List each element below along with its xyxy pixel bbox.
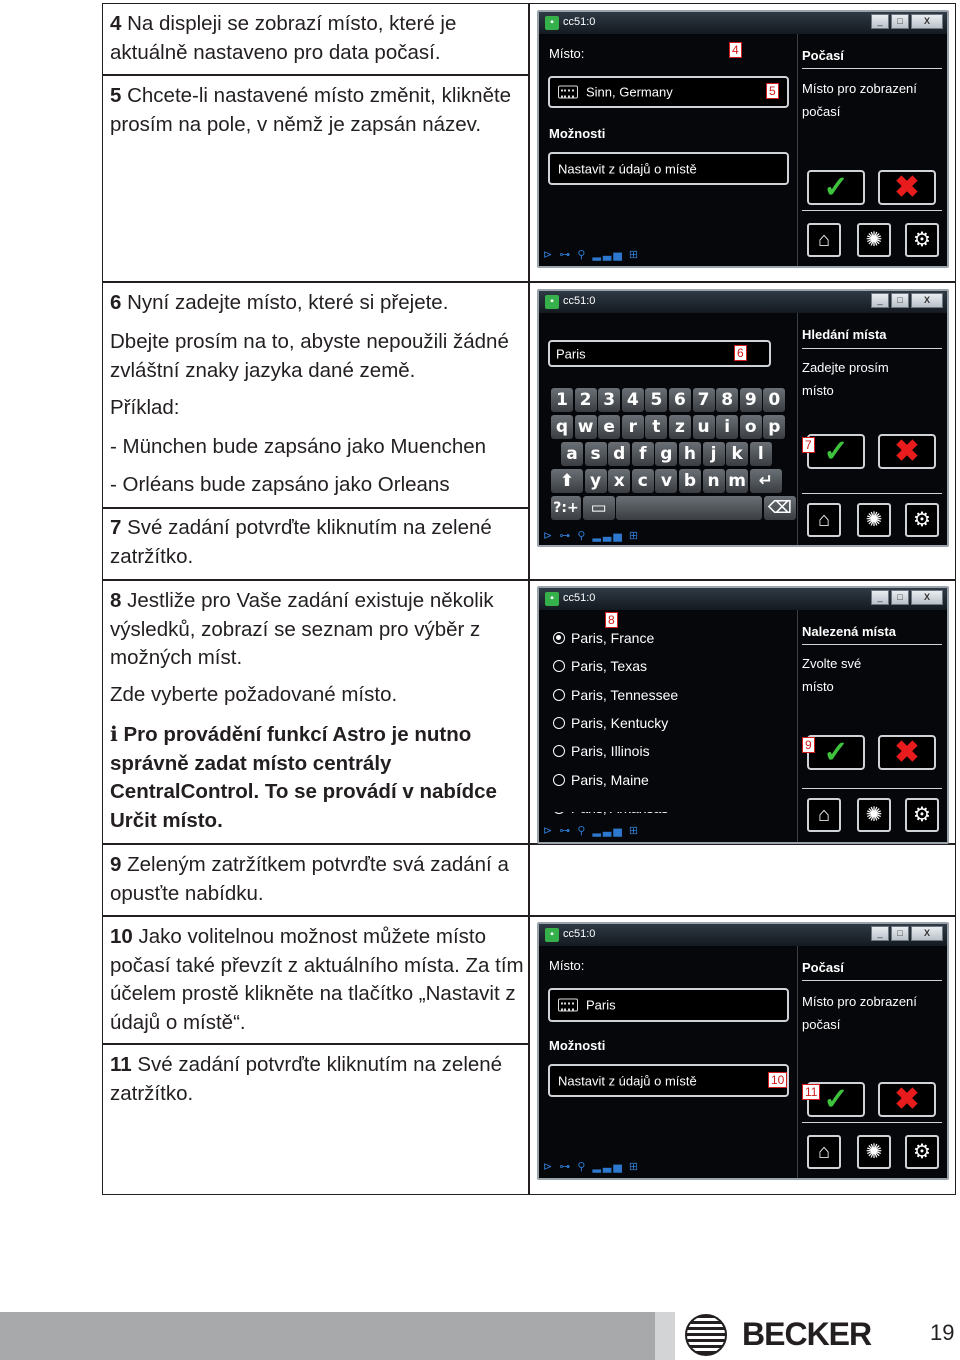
column-divider	[528, 3, 530, 1195]
panel-text: Místo pro zobrazení počasí	[802, 81, 917, 119]
panel-divider	[802, 788, 942, 789]
result-option[interactable]	[553, 681, 678, 709]
maximize-button[interactable]: □	[891, 14, 909, 29]
panel-divider	[802, 68, 942, 69]
window-titlebar	[539, 588, 947, 610]
radio-button[interactable]	[553, 774, 565, 786]
key[interactable]: q	[551, 415, 573, 439]
home-button[interactable]: ⌂	[807, 1135, 841, 1169]
fan-button[interactable]: ✺	[857, 223, 891, 257]
checkmark-icon: ✓	[823, 435, 849, 468]
panel-divider	[802, 980, 942, 981]
status-bar: ⊳ ⊶ ⚲ ▂▃▅ ⊞	[543, 249, 641, 261]
screen-place-search	[537, 289, 949, 547]
step-11-text: 11 Své zadání potvrďte kliknutím na zelené zatržítko.	[110, 1053, 503, 1105]
panel-divider	[802, 1122, 942, 1123]
home-button[interactable]: ⌂	[807, 223, 841, 257]
key[interactable]: m	[726, 469, 748, 493]
key[interactable]: y	[585, 469, 607, 493]
minimize-button[interactable]: _	[871, 14, 889, 29]
cross-icon: ✖	[894, 1083, 920, 1116]
keyboard-row	[551, 415, 797, 442]
window-titlebar	[539, 291, 947, 313]
settings-button[interactable]: ⚙	[905, 223, 939, 257]
key[interactable]: b	[679, 469, 701, 493]
confirm-button[interactable]	[807, 735, 865, 770]
symbols-key[interactable]: ?:+	[551, 496, 581, 520]
key[interactable]: d	[608, 442, 630, 466]
window-title: cc51:0	[563, 928, 596, 940]
app-icon: ▪	[545, 16, 559, 30]
app-icon: ▪	[545, 592, 559, 606]
panel-title: Počasí	[802, 48, 844, 63]
cancel-button[interactable]	[878, 170, 936, 205]
options-label: Možnosti	[549, 126, 606, 141]
row-divider	[102, 74, 529, 76]
panel-divider	[802, 210, 942, 211]
fan-button[interactable]: ✺	[857, 503, 891, 537]
row-divider	[102, 507, 529, 509]
list-fade	[539, 800, 789, 812]
info-note: i Pro provádění funkcí Astro je nutno správně zadat místo centrály CentralControl. To se provádí v nabídce Určit místo.	[110, 722, 497, 832]
key[interactable]: e	[598, 415, 620, 439]
brand-logo: BECKER	[742, 1316, 872, 1352]
key[interactable]: 0	[763, 388, 785, 412]
panel-divider	[802, 493, 942, 494]
panel-title: Hledání místa	[802, 327, 887, 342]
status-bar: ⊳ ⊶ ⚲ ▂▃▅ ⊞	[543, 1161, 641, 1173]
close-button[interactable]: X	[911, 590, 943, 605]
place-label: Místo:	[549, 958, 585, 973]
screen-weather-settings	[537, 10, 949, 268]
step-6-example-1: - München bude zapsáno jako Muenchen	[110, 435, 487, 458]
radio-button[interactable]	[553, 660, 565, 672]
step-9-text: 9 Zeleným zatržítkem potvrďte svá zadání a opusťte nabídku.	[110, 853, 509, 905]
key[interactable]: w	[575, 415, 597, 439]
key[interactable]: 2	[575, 388, 597, 412]
key[interactable]: j	[703, 442, 725, 466]
result-label: Paris, Texas	[571, 658, 647, 675]
key[interactable]: 4	[622, 388, 644, 412]
page-number: 19	[930, 1320, 955, 1345]
key[interactable]: n	[703, 469, 725, 493]
key[interactable]: u	[693, 415, 715, 439]
cross-icon: ✖	[894, 736, 920, 769]
checkmark-icon: ✓	[823, 171, 849, 204]
key[interactable]: ⬆	[551, 469, 583, 493]
fan-button[interactable]: ✺	[857, 1135, 891, 1169]
panel-title: Počasí	[802, 960, 844, 975]
minimize-button[interactable]: _	[871, 590, 889, 605]
window-title: cc51:0	[563, 295, 596, 307]
key[interactable]: f	[632, 442, 654, 466]
settings-button[interactable]: ⚙	[905, 798, 939, 832]
panel-text: Zvolte své místo	[802, 656, 862, 694]
app-icon: ▪	[545, 295, 559, 309]
key[interactable]: 8	[716, 388, 738, 412]
options-label: Možnosti	[549, 1038, 606, 1053]
maximize-button[interactable]: □	[891, 926, 909, 941]
key[interactable]: 1	[551, 388, 573, 412]
step-5-text: 5 Chcete-li nastavené místo změnit, klikněte prosím na pole, v němž je zapsán název.	[110, 84, 512, 136]
window-title: cc51:0	[563, 16, 596, 28]
radio-button[interactable]	[553, 717, 565, 729]
callout-badge: 8	[605, 612, 618, 628]
panel-divider	[802, 644, 942, 645]
key[interactable]: z	[669, 415, 691, 439]
on-screen-keyboard	[551, 388, 797, 523]
keyboard-icon	[558, 999, 578, 1012]
row-divider	[102, 281, 956, 283]
result-option[interactable]	[553, 624, 678, 652]
radio-button[interactable]	[553, 689, 565, 701]
key[interactable]: 6	[669, 388, 691, 412]
step-7-text: 7 Své zadání potvrďte kliknutím na zelené zatržítko.	[110, 516, 492, 568]
key[interactable]: 3	[598, 388, 620, 412]
home-button[interactable]: ⌂	[807, 503, 841, 537]
checkmark-icon: ✓	[823, 1083, 849, 1116]
key[interactable]: 7	[693, 388, 715, 412]
keyboard-toggle-key[interactable]: ▭	[583, 496, 615, 520]
window-titlebar	[539, 924, 947, 946]
result-option[interactable]	[553, 737, 678, 765]
key[interactable]: v	[655, 469, 677, 493]
key[interactable]: ↵	[750, 469, 782, 493]
keyboard-row	[551, 388, 797, 415]
key[interactable]: c	[632, 469, 654, 493]
key[interactable]: 9	[740, 388, 762, 412]
window-titlebar	[539, 12, 947, 34]
key[interactable]: k	[726, 442, 748, 466]
keyboard-row	[551, 496, 797, 523]
callout-badge: 4	[729, 42, 742, 58]
home-button[interactable]: ⌂	[807, 798, 841, 832]
step-4-text: 4 Na displeji se zobrazí místo, které je aktuálně nastaveno pro data počasí.	[110, 12, 457, 64]
results-list	[553, 624, 678, 822]
maximize-button[interactable]: □	[891, 590, 909, 605]
radio-button[interactable]	[553, 632, 565, 644]
set-from-location-button[interactable]: Nastavit z údajů o místě	[548, 152, 789, 185]
row-divider	[102, 1043, 529, 1045]
place-field[interactable]	[548, 988, 789, 1022]
key[interactable]: r	[622, 415, 644, 439]
panel-text: Místo pro zobrazení počasí	[802, 994, 917, 1032]
result-label: Paris, Kentucky	[571, 715, 669, 732]
close-button[interactable]: X	[911, 926, 943, 941]
key[interactable]: t	[645, 415, 667, 439]
info-icon: i	[110, 722, 118, 746]
key[interactable]: 5	[645, 388, 667, 412]
confirm-button[interactable]	[807, 170, 865, 205]
key[interactable]: h	[679, 442, 701, 466]
result-label: Paris, Tennessee	[571, 686, 679, 703]
place-value: Sinn, Germany	[586, 84, 673, 100]
step-10-text: 10 Jako volitelnou možnost můžete místo počasí také převzít z aktuálního místa. Za tím účelem prostě klikněte na tlačítko „Nastavit z údajů o místě“.	[110, 925, 524, 1034]
step-6-example-label: Příklad:	[110, 396, 180, 419]
app-icon: ▪	[545, 928, 559, 942]
step-8-note: Zde vyberte požadované místo.	[110, 683, 398, 706]
callout-badge: 7	[802, 437, 815, 453]
settings-button[interactable]: ⚙	[905, 1135, 939, 1169]
screen-found-places	[537, 586, 949, 844]
fan-button[interactable]: ✺	[857, 798, 891, 832]
cross-icon: ✖	[894, 435, 920, 468]
result-label: Paris, Illinois	[571, 743, 650, 760]
result-option[interactable]	[553, 652, 678, 680]
cross-icon: ✖	[894, 171, 920, 204]
callout-badge: 5	[766, 83, 779, 99]
place-field[interactable]	[548, 76, 789, 108]
panel-title: Nalezená místa	[802, 624, 896, 639]
becker-logo-icon	[685, 1314, 727, 1356]
maximize-button[interactable]: □	[891, 293, 909, 308]
footer-bar	[0, 1312, 655, 1360]
result-label: Paris, France	[571, 630, 655, 647]
row-divider	[102, 579, 956, 581]
callout-badge: 10	[768, 1072, 787, 1088]
confirm-button[interactable]	[807, 434, 865, 469]
place-value: Paris	[586, 997, 616, 1013]
step-6-text: 6 Nyní zadejte místo, které si přejete.	[110, 291, 449, 314]
key[interactable]: p	[763, 415, 785, 439]
key[interactable]: i	[716, 415, 738, 439]
settings-button[interactable]: ⚙	[905, 503, 939, 537]
space-key[interactable]	[616, 496, 762, 520]
cancel-button[interactable]	[878, 434, 936, 469]
radio-button[interactable]	[553, 745, 565, 757]
backspace-key[interactable]: ⌫	[764, 496, 796, 520]
search-input[interactable]: Paris	[548, 340, 771, 367]
panel-divider	[802, 348, 942, 349]
keyboard-row	[551, 469, 797, 496]
result-option[interactable]	[553, 765, 678, 793]
minimize-button[interactable]: _	[871, 293, 889, 308]
result-option[interactable]	[553, 709, 678, 737]
callout-badge: 6	[734, 345, 747, 361]
callout-badge: 11	[802, 1084, 820, 1100]
status-bar: ⊳ ⊶ ⚲ ▂▃▅ ⊞	[543, 825, 641, 837]
result-label: Paris, Maine	[571, 771, 649, 788]
set-from-location-button[interactable]: Nastavit z údajů o místě	[548, 1064, 789, 1097]
step-6-note: Dbejte prosím na to, abyste nepoužili žádné zvláštní znaky jazyka dané země.	[110, 330, 509, 382]
cancel-button[interactable]	[878, 735, 936, 770]
callout-badge: 9	[802, 737, 815, 753]
step-6-example-2: - Orléans bude zapsáno jako Orleans	[110, 473, 450, 496]
panel-text: Zadejte prosím místo	[802, 360, 889, 398]
window-title: cc51:0	[563, 592, 596, 604]
key[interactable]: o	[740, 415, 762, 439]
status-bar: ⊳ ⊶ ⚲ ▂▃▅ ⊞	[543, 530, 641, 542]
key[interactable]: s	[585, 442, 607, 466]
key[interactable]: l	[750, 442, 772, 466]
key[interactable]: a	[561, 442, 583, 466]
close-button[interactable]: X	[911, 293, 943, 308]
place-label: Místo:	[549, 46, 585, 61]
row-divider	[102, 915, 956, 917]
close-button[interactable]: X	[911, 14, 943, 29]
cancel-button[interactable]	[878, 1082, 936, 1117]
keyboard-icon	[558, 86, 578, 99]
checkmark-icon: ✓	[823, 736, 849, 769]
keyboard-row	[551, 442, 797, 469]
key[interactable]: x	[608, 469, 630, 493]
key[interactable]: g	[655, 442, 677, 466]
minimize-button[interactable]: _	[871, 926, 889, 941]
step-8-text: 8 Jestliže pro Vaše zadání existuje několik výsledků, zobrazí se seznam pro výběr z možných míst.	[110, 589, 494, 669]
screen-weather-settings-updated	[537, 922, 949, 1180]
footer-accent	[655, 1312, 675, 1360]
